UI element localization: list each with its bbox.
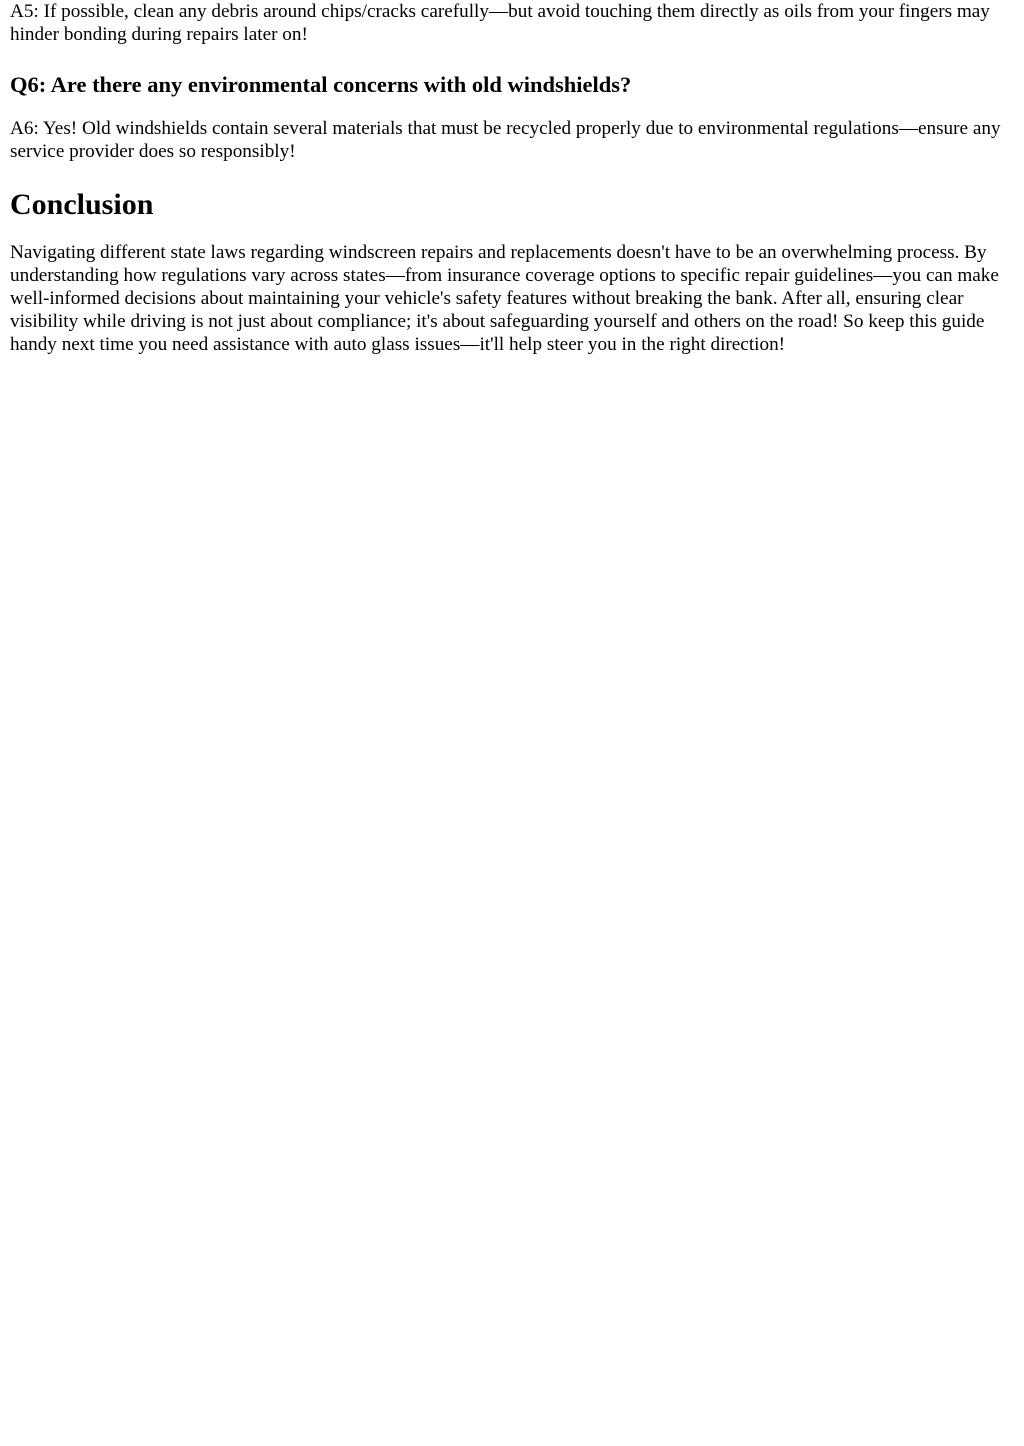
- question-q6-heading: Q6: Are there any environmental concerns with old windshields?: [10, 72, 632, 97]
- document-page: [0, 0, 1024, 356]
- conclusion-paragraph: Navigating different state laws regarding windscreen repairs and replacements doesn't have to be an overwhelming process. By understanding how regulations vary across states—from insurance coverage options to specific repair guidelines—you can make well-informed decisions about maintaining your vehicle's safety features without breaking the bank. After all, ensuring clear visibility while driving is not just about compliance; it's about safeguarding yourself and others on the road! So keep this guide handy next time you need assistance with auto glass issues—it'll help steer you in the right direction!: [10, 242, 999, 355]
- conclusion-heading: Conclusion: [10, 188, 154, 221]
- answer-a6: A6: Yes! Old windshields contain several materials that must be recycled properly due to environmental regulations—ensure any service provider does so responsibly!: [10, 118, 1001, 162]
- answer-a5: A5: If possible, clean any debris around chips/cracks carefully—but avoid touching them directly as oils from your fingers may hinder bonding during repairs later on!: [10, 1, 990, 45]
